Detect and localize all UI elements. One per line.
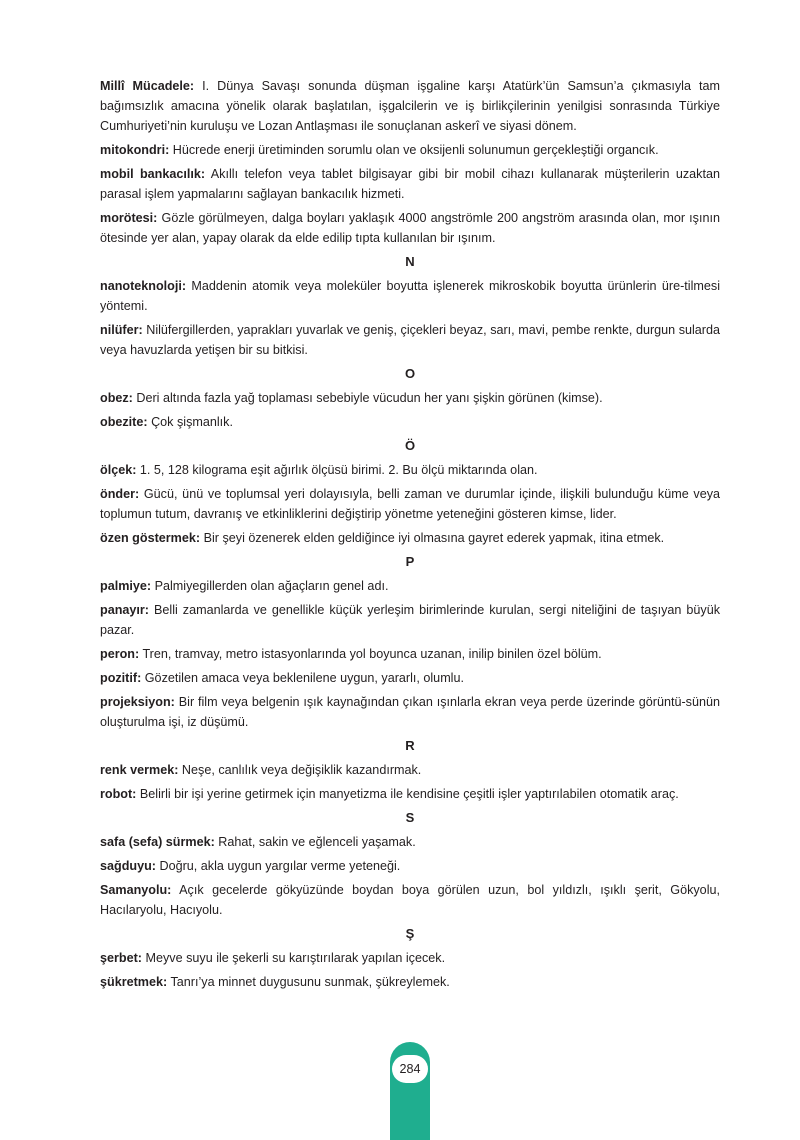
entry-definition: Gözle görülmeyen, dalga boyları yaklaşık 4000 angströmle 200 angström arasında olan, mor ışının ötesinde yer alan, yapay olarak da elde edilip tıpta kullanılan bir ışınım. [100,211,720,245]
section-letter: R [405,738,415,753]
entry-term: panayır: [100,603,149,617]
glossary-entry [100,644,720,664]
entry-definition: I. Dünya Savaşı sonunda düşman işgaline karşı Atatürk’ün Samsun’a çıkmasıyla tam bağımsızlık amacına yönelik olarak başlatılan, işgalcilerin ve iş birlikçilerinin yenilgisi sonrasında Türkiye Cumhuriyeti’nin kuruluşu ve Lozan Antlaşması ile sonuçlanan askerî ve siyasi dönem. [100,79,720,133]
entry-term: obezite: [100,415,148,429]
entry-definition: Rahat, sakin ve eğlenceli yaşamak. [214,835,416,849]
entry-term: şerbet: [100,951,142,965]
glossary-entry [100,600,720,640]
entry-definition: Tanrı’ya minnet duygusunu sunmak, şükreylemek. [167,975,450,989]
section-letter: N [405,254,415,269]
glossary-entry [100,576,720,596]
entry-term: nanoteknoloji: [100,279,187,293]
glossary-entry [100,856,720,876]
entry-term: mitokondri: [100,143,170,157]
glossary-entry [100,388,720,408]
entry-term: pozitif: [100,671,142,685]
entry-term: şükretmek: [100,975,168,989]
entry-term: peron: [100,647,140,661]
entry-definition: Bir film veya belgenin ışık kaynağından çıkan ışınlarla ekran veya perde üzerinde görüntü-sünün oluşturulma işi, iz düşümü. [100,695,720,729]
entry-term: ölçek: [100,463,137,477]
glossary-entry [100,140,720,160]
section-letter: O [404,366,416,381]
entry-definition: Palmiyegillerden olan ağaçların genel adı. [151,579,389,593]
glossary-entry [100,460,720,480]
entry-term: Samanyolu: [100,883,172,897]
section-letter: Ö [404,438,416,453]
entry-term: obez: [100,391,133,405]
entry-term: sağduyu: [100,859,156,873]
glossary-entry [100,760,720,780]
entry-definition: Açık gecelerde gökyüzünde boydan boya görülen uzun, bol yıldızlı, ışıklı şerit, Gökyolu, Hacılaryolu, Hacıyolu. [100,883,720,917]
glossary-entry [100,164,720,204]
glossary-entry [100,528,720,548]
glossary-entry [100,972,720,992]
glossary-entry [100,948,720,968]
page-number: 284 [392,1055,428,1083]
glossary-entry [100,668,720,688]
glossary-entry [100,692,720,732]
entry-term: renk vermek: [100,763,179,777]
entry-definition: Akıllı telefon veya tablet bilgisayar gibi bir mobil cihazı kullanarak müşterilerin uzaktan parasal işlem yapmalarını sağlayan bankacılık hizmeti. [100,167,720,201]
entry-term: robot: [100,787,137,801]
entry-definition: Doğru, akla uygun yargılar verme yeteneği. [155,859,401,873]
entry-definition: Bir şeyi özenerek elden geldiğince iyi olmasına gayret ederek yapmak, itina etmek. [200,531,665,545]
entry-definition: Neşe, canlılık veya değişiklik kazandırmak. [178,763,422,777]
entry-definition: Gözetilen amaca veya beklenilene uygun, yararlı, olumlu. [141,671,464,685]
glossary-entry [100,880,720,920]
entry-definition: Belirli bir işi yerine getirmek için manyetizma ile kendisine çeşitli işler yaptırılabilen otomatik araç. [136,787,679,801]
entry-term: safa (sefa) sürmek: [100,835,215,849]
entry-definition: Hücrede enerji üretiminden sorumlu olan ve oksijenli solunumun gerçekleştiği organcık. [169,143,659,157]
entry-definition: 1. 5, 128 kilograma eşit ağırlık ölçüsü birimi. 2. Bu ölçü miktarında olan. [136,463,538,477]
glossary-entry [100,412,720,432]
section-letter: S [405,810,415,825]
glossary-entry [100,784,720,804]
entry-term: Millî Mücadele: [100,79,195,93]
entry-definition: Gücü, ünü ve toplumsal yeri dolayısıyla, belli zaman ve durumlar içinde, ilişkili bulunduğu küme veya toplumun tutum, davranış ve etkinliklerini değiştirip yönetme yeteneğini gösteren kimse, lider. [100,487,720,521]
entry-definition: Deri altında fazla yağ toplaması sebebiyle vücudun her yanı şişkin görünen (kimse). [132,391,603,405]
glossary-entry [100,484,720,524]
entry-term: özen göstermek: [100,531,201,545]
glossary-entry [100,76,720,136]
entry-term: morötesi: [100,211,158,225]
entry-definition: Belli zamanlarda ve genellikle küçük yerleşim birimlerinde kurulan, sergi niteliğini de taşıyan büyük pazar. [100,603,720,637]
entry-definition: Nilüfergillerden, yaprakları yuvarlak ve geniş, çiçekleri beyaz, sarı, mavi, pembe renkte, durgun sularda veya havuzlarda yetişen bir su bitkisi. [100,323,720,357]
entry-term: projeksiyon: [100,695,175,709]
section-letter: P [405,554,415,569]
entry-term: mobil bankacılık: [100,167,206,181]
entry-term: palmiye: [100,579,152,593]
entry-definition: Çok şişmanlık. [147,415,233,429]
glossary-entry [100,208,720,248]
glossary-entry [100,276,720,316]
glossary-entry [100,832,720,852]
entry-definition: Maddenin atomik veya moleküler boyutta işlenerek mikroskobik boyutta ürünlerin üre-tilmesi yöntemi. [100,279,720,313]
entry-term: önder: [100,487,140,501]
entry-definition: Tren, tramvay, metro istasyonlarında yol boyunca uzanan, inilip binilen özel bölüm. [139,647,602,661]
section-letter: Ş [405,926,415,941]
glossary-entry [100,320,720,360]
entry-definition: Meyve suyu ile şekerli su karıştırılarak yapılan içecek. [142,951,446,965]
glossary-content [100,76,720,996]
entry-term: nilüfer: [100,323,143,337]
